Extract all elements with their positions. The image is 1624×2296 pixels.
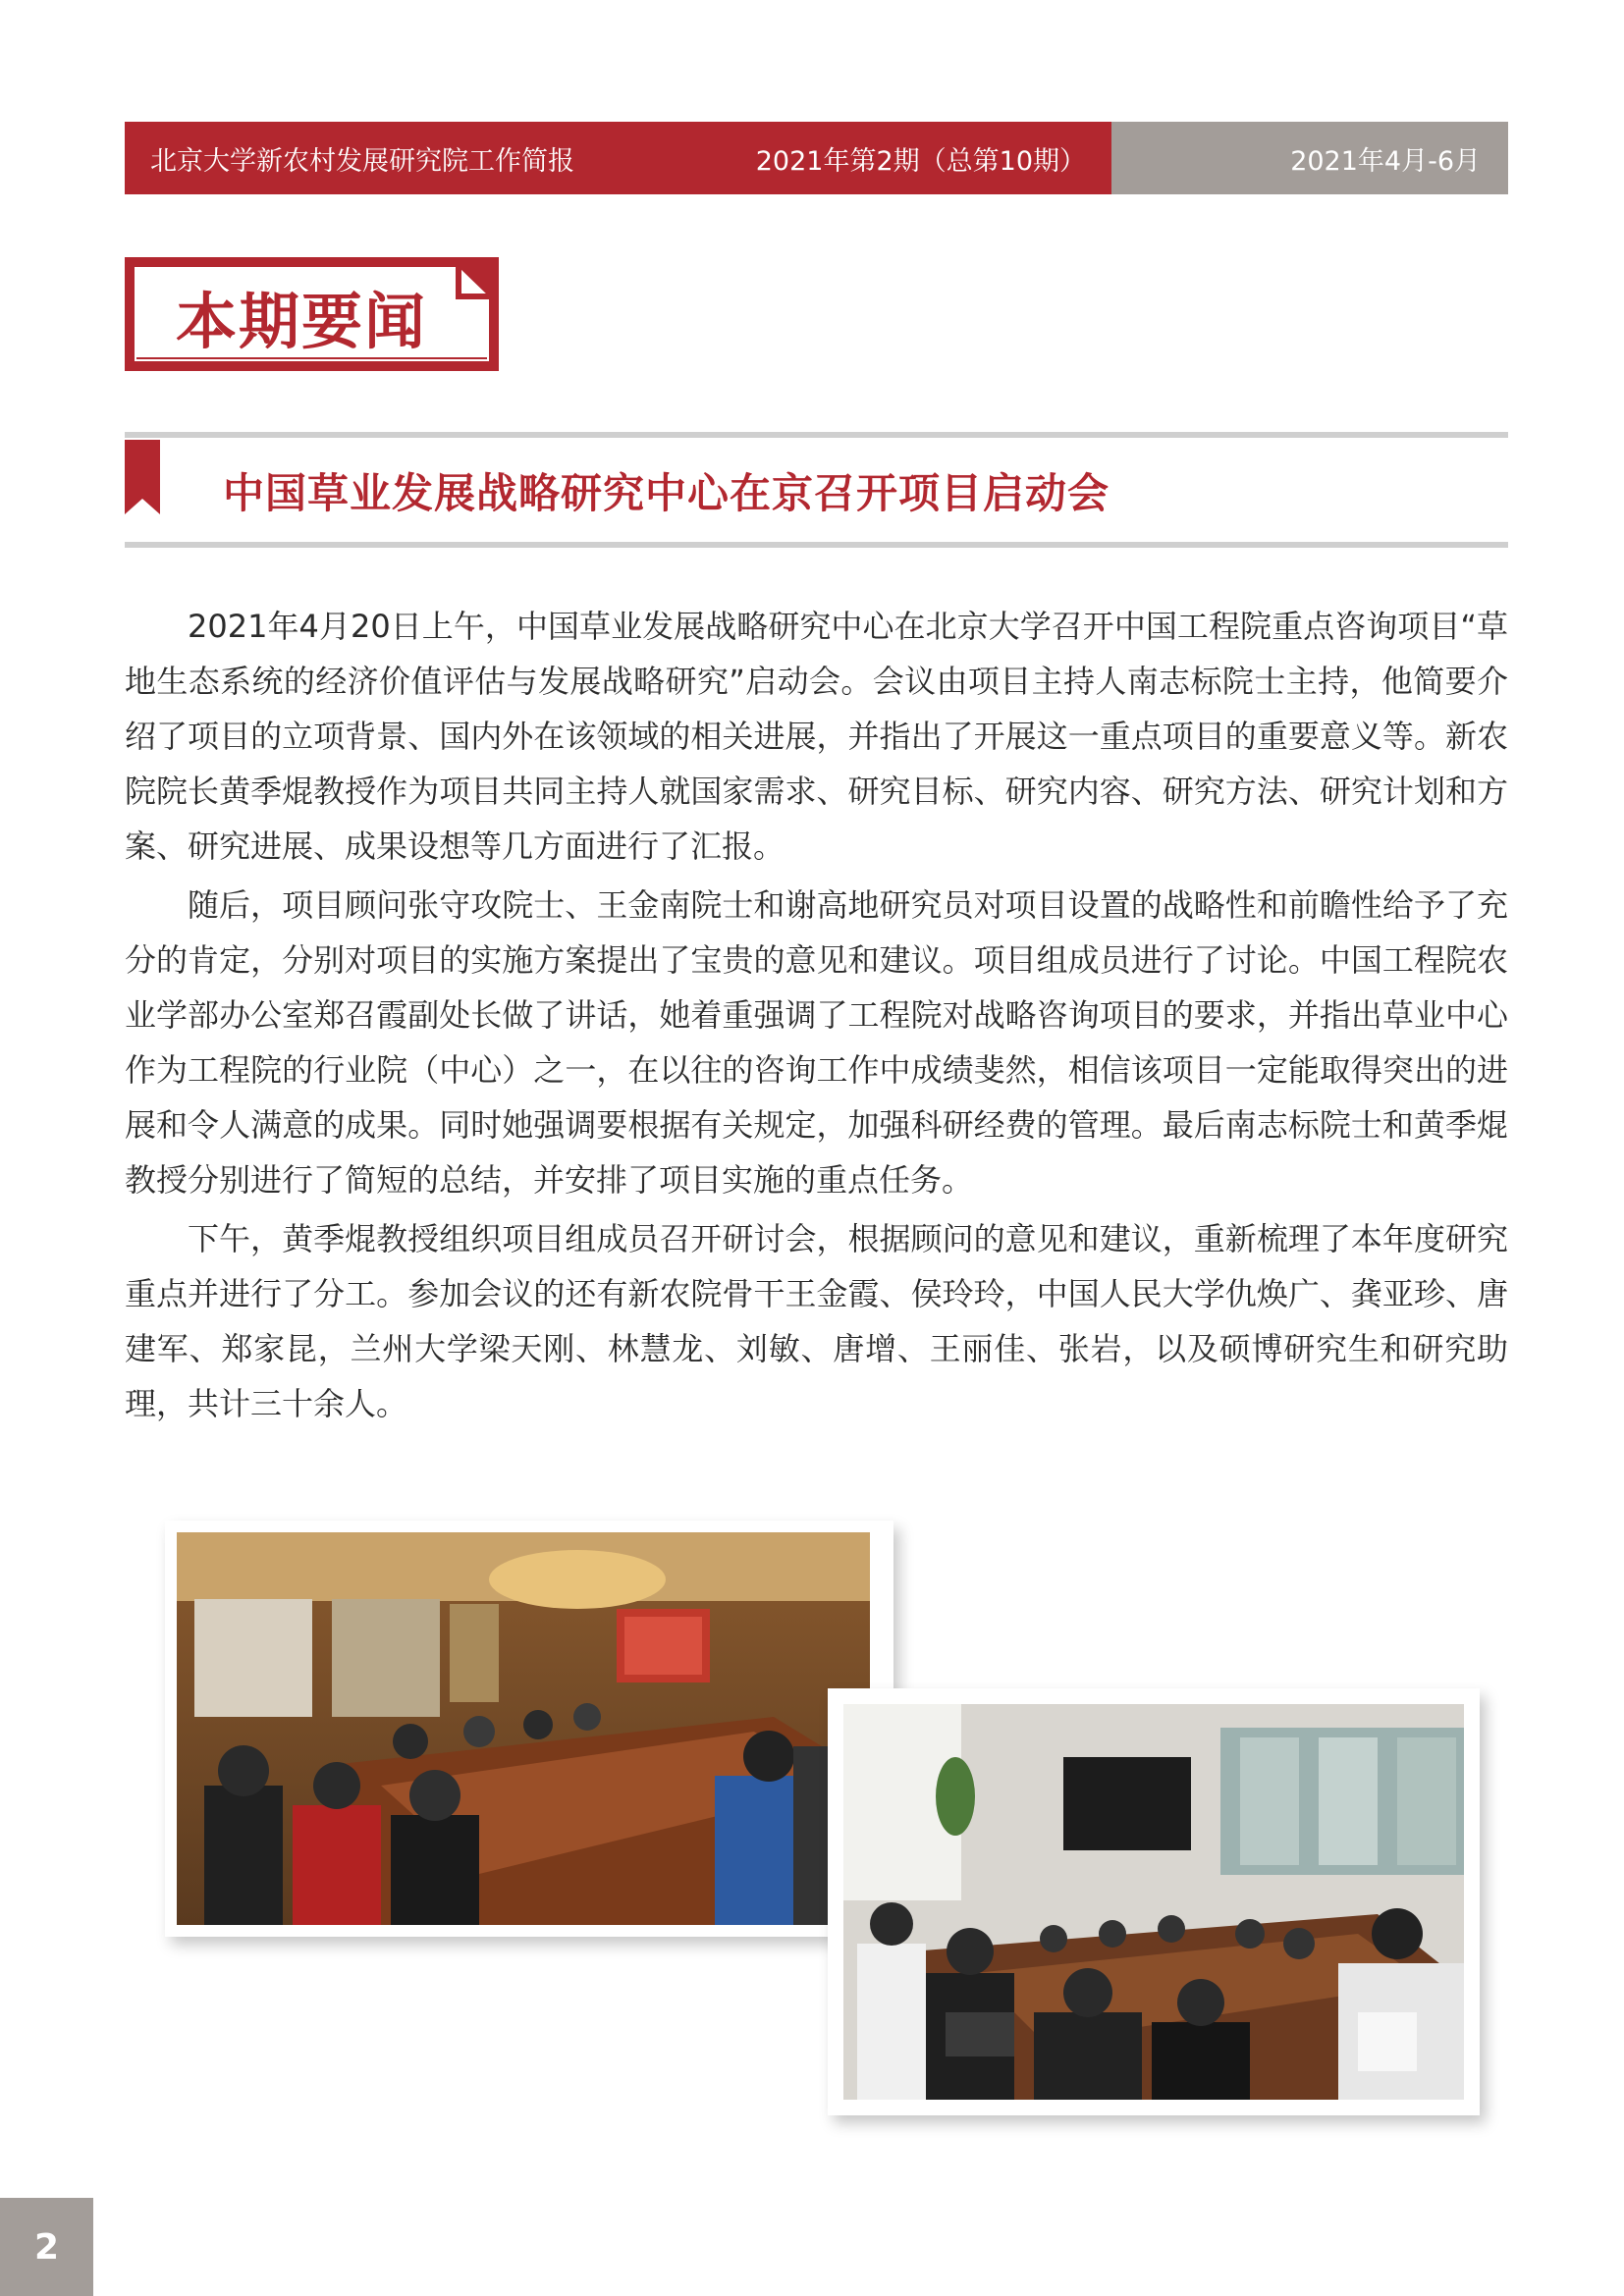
- article-body: [125, 599, 1508, 1435]
- header-gray-band: [1111, 122, 1508, 194]
- heading-rule-top: [125, 432, 1508, 438]
- paragraph: 随后，项目顾问张守攻院士、王金南院士和谢高地研究员对项目设置的战略性和前瞻性给予了充分的肯定，分别对项目的实施方案提出了宝贵的意见和建议。项目组成员进行了讨论。中国工程院农业学部办公室郑召霞副处长做了讲话，她着重强调了工程院对战略咨询项目的要求，并指出草业中心作为工程院的行业院（中心）之一，在以往的咨询工作中成绩斐然，相信该项目一定能取得突出的进展和令人满意的成果。同时她强调要根据有关规定，加强科研经费的管理。最后南志标院士和黄季焜教授分别进行了简短的总结，并安排了项目实施的重点任务。: [125, 886, 1508, 1199]
- period-label: 2021年4月-6月: [1290, 145, 1481, 177]
- section-title: 本期要闻: [176, 286, 428, 357]
- heading-rule-bottom: [125, 542, 1508, 548]
- article-heading-bar: [125, 432, 1508, 550]
- meeting-photo-afternoon: [828, 1688, 1480, 2115]
- conference-room-photo-icon: [165, 1521, 893, 1937]
- section-box: [125, 257, 499, 371]
- seminar-room-photo-icon: [828, 1688, 1480, 2115]
- paragraph: 2021年4月20日上午，中国草业发展战略研究中心在北京大学召开中国工程院重点咨询项目“草地生态系统的经济价值评估与发展战略研究”启动会。会议由项目主持人南志标院士主持，他简要介绍了项目的立项背景、国内外在该领域的相关进展，并指出了开展这一重点项目的重要意义等。新农院院长黄季焜教授作为项目共同主持人就国家需求、研究目标、研究内容、研究方法、研究计划和方案、研究进展、成果设想等几方面进行了汇报。: [125, 608, 1508, 865]
- header-red-band: [125, 122, 1111, 194]
- paragraph: 下午，黄季焜教授组织项目组成员召开研讨会，根据顾问的意见和建议，重新梳理了本年度研究重点并进行了分工。参加会议的还有新农院骨干王金霞、侯玲玲，中国人民大学仇焕广、龚亚珍、唐建军、郑家昆，兰州大学梁天刚、林慧龙、刘敏、唐增、王丽佳、张岩，以及硕博研究生和研究助理，共计三十余人。: [125, 1220, 1508, 1422]
- page-number: 2: [0, 2198, 93, 2296]
- bookmark-icon: [125, 440, 160, 514]
- article-title: 中国草业发展战略研究中心在京召开项目启动会: [223, 469, 1110, 517]
- page-header: [125, 122, 1508, 194]
- issue-label: 2021年第2期（总第10期）: [755, 145, 1086, 177]
- publication-name: 北京大学新农村发展研究院工作简报: [150, 145, 574, 177]
- meeting-photo-morning: [165, 1521, 893, 1937]
